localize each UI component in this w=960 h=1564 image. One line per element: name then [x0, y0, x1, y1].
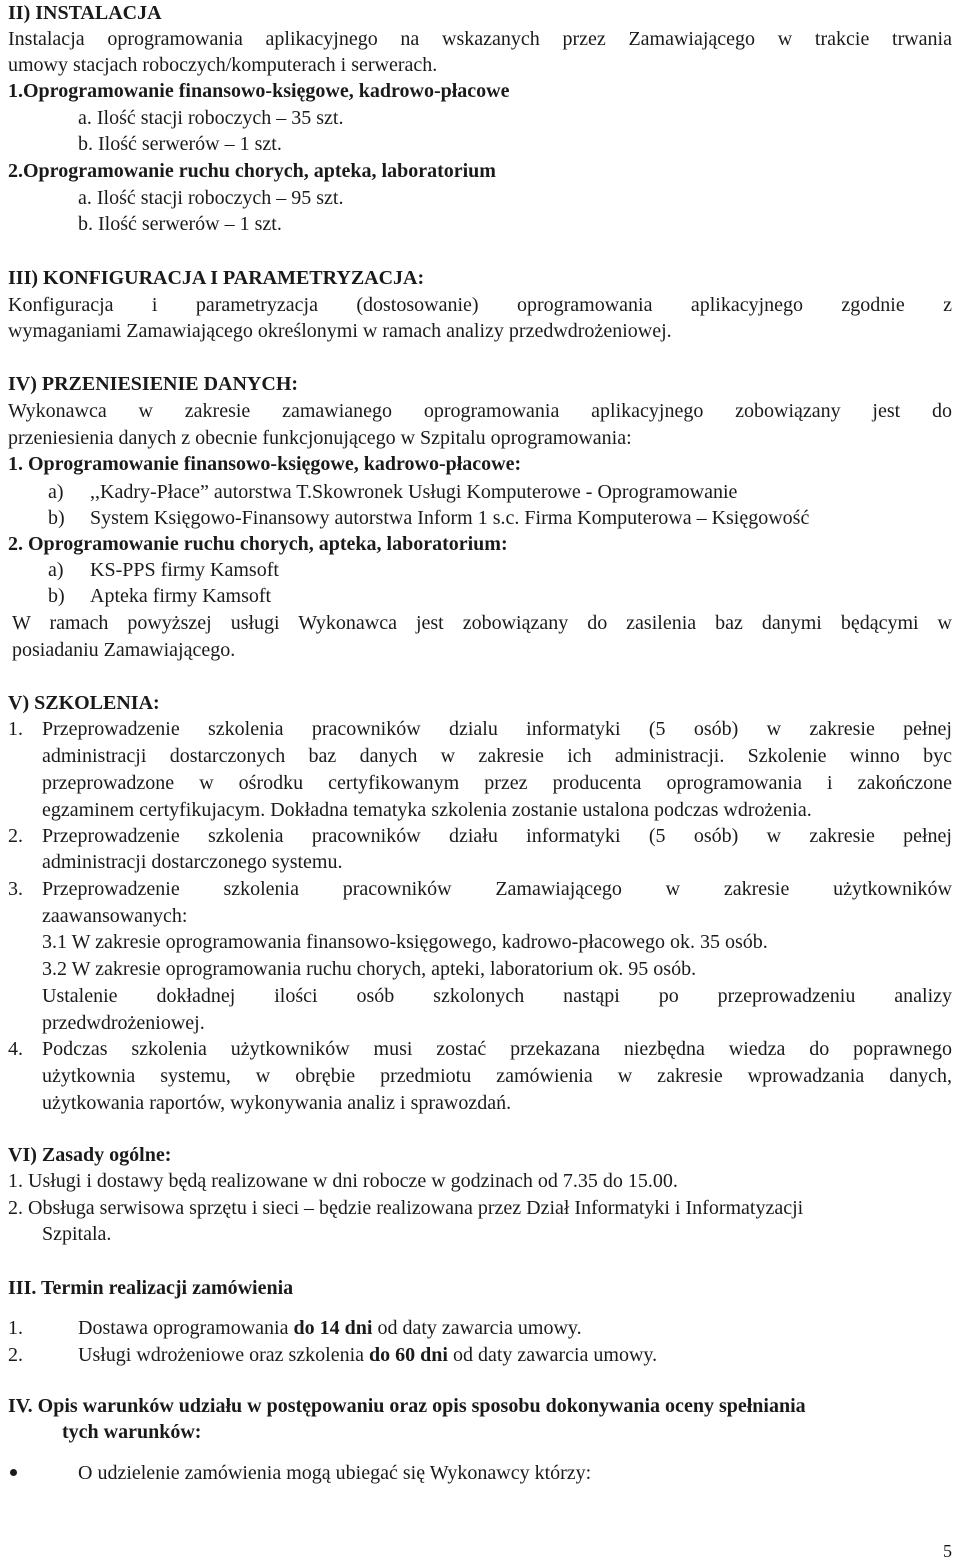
list-item-text: Podczas szkolenia użytkowników musi zostać przekazana niezbędna wiedza do poprawnego — [42, 1038, 952, 1060]
section-heading-konfiguracja: III) KONFIGURACJA I PARAMETRYZACJA: — [8, 267, 425, 289]
section-heading-warunki: IV. Opis warunków udziału w postępowaniu oraz opis sposobu dokonywania oceny spełniania — [8, 1395, 806, 1417]
list-item: 2. Obsługa serwisowa sprzętu i sieci – będzie realizowana przez Dział Informatyki i Informatyzacji — [8, 1197, 804, 1219]
list-item: 1. Usługi i dostawy będą realizowane w dni robocze w godzinach od 7.35 do 15.00. — [8, 1170, 678, 1192]
list-item — [78, 1315, 582, 1341]
subsection-title: 2. Oprogramowanie ruchu chorych, apteka, laboratorium: — [8, 533, 508, 555]
list-item: a. Ilość stacji roboczych – 35 szt. — [78, 107, 344, 129]
section-heading-zasady: VI) Zasady ogólne: — [8, 1144, 172, 1166]
list-marker: a) — [48, 481, 64, 503]
section-text: wymaganiami Zamawiającego określonymi w ramach analizy przedwdrożeniowej. — [8, 320, 672, 342]
section-text: umowy stacjach roboczych/komputerach i serwerach. — [8, 54, 438, 76]
section-text: W ramach powyższej usługi Wykonawca jest zobowiązany do zasilenia baz danymi będącymi w — [12, 612, 952, 634]
list-marker: b) — [48, 507, 65, 529]
list-item: b. Ilość serwerów – 1 szt. — [78, 133, 282, 155]
sub-list-item: 3.1 W zakresie oprogramowania finansowo-księgowego, kadrowo-płacowego ok. 35 osób. — [42, 931, 768, 953]
list-item-text: przedwdrożeniowej. — [42, 1012, 205, 1034]
text-run: Usługi wdrożeniowe oraz szkolenia — [78, 1344, 370, 1366]
list-number: 4. — [8, 1038, 23, 1060]
list-item: b. Ilość serwerów – 1 szt. — [78, 213, 282, 235]
page-number: 5 — [943, 1541, 952, 1561]
text-run: od daty zawarcia umowy. — [372, 1317, 582, 1339]
list-item-text: administracji dostarczonego systemu. — [42, 851, 343, 873]
section-heading-szkolenia: V) SZKOLENIA: — [8, 692, 160, 714]
deadline-bold: do 60 dni — [369, 1344, 448, 1366]
list-item: ,,Kadry-Płace” autorstwa T.Skowronek Usługi Komputerowe - Oprogramowanie — [90, 481, 738, 503]
list-item: Szpitala. — [42, 1223, 112, 1245]
section-text: Konfiguracja i parametryzacja (dostosowanie) oprogramowania aplikacyjnego zgodnie z — [8, 294, 952, 316]
subsection-title: 1.Oprogramowanie finansowo-księgowe, kadrowo-płacowe — [8, 80, 510, 102]
bullet-icon — [10, 1469, 17, 1476]
list-number: 3. — [8, 878, 23, 900]
section-text: Wykonawca w zakresie zamawianego oprogramowania aplikacyjnego zobowiązany jest do — [8, 400, 952, 422]
section-heading-instalacja: II) INSTALACJA — [8, 2, 162, 24]
section-text: przeniesienia danych z obecnie funkcjonującego w Szpitalu oprogramowania: — [8, 427, 632, 449]
list-item-text: administracji dostarczonych baz danych w zakresie ich administracji. Szkolenie winno byc — [42, 745, 952, 767]
sub-list-item: 3.2 W zakresie oprogramowania ruchu chorych, apteki, laboratorium ok. 95 osób. — [42, 958, 697, 980]
section-text: posiadaniu Zamawiającego. — [12, 639, 236, 661]
list-item-text: przeprowadzone w ośrodku certyfikowanym przez producenta oprogramowania i zakończone — [42, 772, 952, 794]
list-number: 2. — [8, 1344, 23, 1366]
section-heading-przeniesienie: IV) PRZENIESIENIE DANYCH: — [8, 373, 299, 395]
list-item-text: egzaminem certyfikujacym. Dokładna tematyka szkolenia zostanie ustalona podczas wdrożenia. — [42, 799, 812, 821]
list-item-text: użytkownia systemu, w obrębie przedmiotu zamówienia w zakresie wprowadzania danych, — [42, 1065, 952, 1087]
list-number: 2. — [8, 825, 23, 847]
text-run: Dostawa oprogramowania — [78, 1317, 294, 1339]
list-item: KS-PPS firmy Kamsoft — [90, 559, 279, 581]
list-item: a. Ilość stacji roboczych – 95 szt. — [78, 187, 344, 209]
list-number: 1. — [8, 1317, 23, 1339]
list-item-text: Przeprowadzenie szkolenia pracowników dzialu informatyki (5 osób) w zakresie pełnej — [42, 718, 952, 740]
list-item-text: użytkowania raportów, wykonywania analiz i sprawozdań. — [42, 1092, 512, 1114]
list-item-text: Przeprowadzenie szkolenia pracowników Zamawiającego w zakresie użytkowników — [42, 878, 952, 900]
text-run: od daty zawarcia umowy. — [447, 1344, 658, 1366]
list-item: System Księgowo-Finansowy autorstwa Inform 1 s.c. Firma Komputerowa – Księgowość — [90, 507, 810, 529]
list-number: 1. — [8, 718, 23, 740]
list-item — [78, 1342, 657, 1368]
list-item-text: zaawansowanych: — [42, 905, 188, 927]
section-heading-warunki-cont: tych warunków: — [62, 1421, 202, 1443]
deadline-bold: do 14 dni — [293, 1317, 373, 1339]
list-item: Apteka firmy Kamsoft — [90, 585, 272, 607]
list-item-text: Przeprowadzenie szkolenia pracowników działu informatyki (5 osób) w zakresie pełnej — [42, 825, 952, 847]
subsection-title: 1. Oprogramowanie finansowo-księgowe, kadrowo-płacowe: — [8, 453, 522, 475]
list-marker: b) — [48, 585, 65, 607]
section-text: Instalacja oprogramowania aplikacyjnego na wskazanych przez Zamawiającego w trakcie trwania — [8, 28, 952, 50]
list-item: O udzielenie zamówienia mogą ubiegać się Wykonawcy którzy: — [78, 1462, 592, 1484]
section-heading-termin: III. Termin realizacji zamówienia — [8, 1277, 294, 1299]
list-item-text: Ustalenie dokładnej ilości osób szkolonych nastąpi po przeprowadzeniu analizy — [42, 985, 952, 1007]
list-marker: a) — [48, 559, 64, 581]
subsection-title: 2.Oprogramowanie ruchu chorych, apteka, laboratorium — [8, 160, 496, 182]
